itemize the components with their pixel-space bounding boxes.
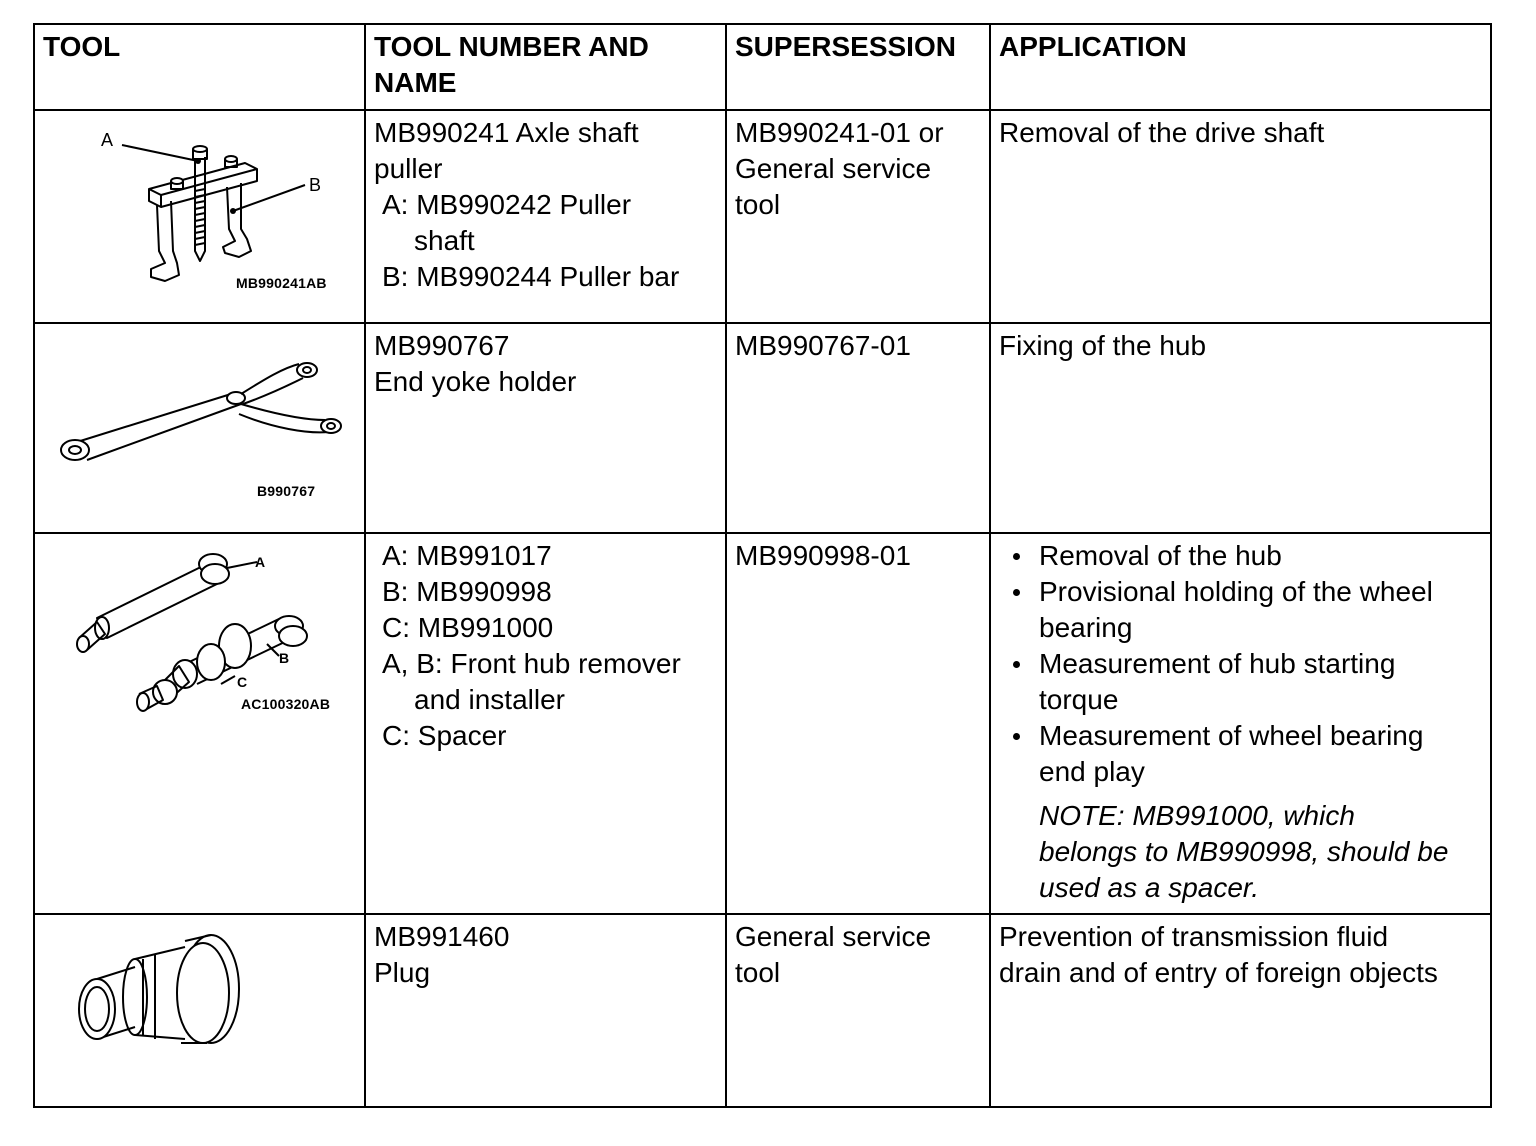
- name-line: puller: [374, 153, 443, 184]
- tool-number-name-cell: [365, 914, 726, 1107]
- supersession-line: General service: [735, 153, 932, 184]
- tool-code-label: AC100320AB: [241, 696, 331, 712]
- name-line: C: Spacer: [382, 720, 507, 751]
- header-tool-number-and-name: [365, 24, 726, 110]
- header-tool: TOOL: [34, 24, 365, 110]
- tool-image-cell: [34, 323, 365, 533]
- part-label-b: B: [309, 175, 322, 195]
- part-label-c: C: [237, 674, 248, 690]
- header-application: APPLICATION: [990, 24, 1491, 110]
- name-line: MB990767: [374, 330, 510, 361]
- part-label-a: A: [101, 130, 114, 150]
- special-tools-table: [33, 23, 1492, 1108]
- supersession-line: tool: [735, 957, 781, 988]
- tool-number-name-cell: [365, 533, 726, 914]
- application-bullet: Provisional holding of the wheel: [999, 574, 1482, 610]
- supersession-line: MB990767-01: [735, 330, 911, 361]
- application-note: [999, 798, 1482, 906]
- supersession-cell: [726, 533, 990, 914]
- application-bullet: Measurement of wheel bearing: [999, 718, 1482, 754]
- tool-number-name-cell: [365, 323, 726, 533]
- supersession-line: General service: [735, 921, 932, 952]
- end-yoke-holder-icon: [35, 324, 364, 532]
- tool-code-label: B990767: [257, 483, 316, 499]
- supersession-line: MB990998-01: [735, 540, 911, 571]
- note-line: belongs to MB990998, should be: [1039, 836, 1449, 867]
- supersession-line: MB990241-01 or: [735, 117, 944, 148]
- header-supersession: SUPERSESSION: [726, 24, 990, 110]
- application-bullet: Removal of the hub: [999, 538, 1482, 574]
- name-line: B: MB990244 Puller bar: [382, 261, 680, 292]
- front-hub-remover-installer-icon: [35, 534, 364, 913]
- application-bullet-continued: bearing: [1039, 612, 1133, 643]
- part-label-a: A: [255, 554, 266, 570]
- plug-icon: [35, 915, 364, 1106]
- application-bullet: Measurement of hub starting: [999, 646, 1482, 682]
- tool-number-name-cell: [365, 110, 726, 323]
- name-line: A, B: Front hub remover: [382, 648, 681, 679]
- application-line: Prevention of transmission fluid: [999, 921, 1389, 952]
- name-line: and installer: [414, 684, 565, 715]
- table-row: [34, 110, 1491, 323]
- supersession-line: tool: [735, 189, 781, 220]
- name-line: MB990241 Axle shaft: [374, 117, 639, 148]
- note-line: used as a spacer.: [1039, 872, 1259, 903]
- application-bullet-continued: torque: [1039, 684, 1119, 715]
- tool-code-label: MB990241AB: [236, 275, 327, 291]
- name-line: Plug: [374, 957, 431, 988]
- header-line: NAME: [374, 67, 457, 98]
- name-line: C: MB991000: [382, 612, 554, 643]
- supersession-cell: [726, 110, 990, 323]
- name-line: B: MB990998: [382, 576, 552, 607]
- tool-image-cell: [34, 533, 365, 914]
- header-row: [34, 24, 1491, 110]
- supersession-cell: [726, 323, 990, 533]
- application-cell: [990, 110, 1491, 323]
- application-bullet-continued: end play: [1039, 756, 1145, 787]
- name-line: shaft: [414, 225, 475, 256]
- name-line: MB991460: [374, 921, 510, 952]
- application-cell: [990, 914, 1491, 1107]
- name-line: A: MB990242 Puller: [382, 189, 632, 220]
- supersession-cell: [726, 914, 990, 1107]
- name-line: End yoke holder: [374, 366, 577, 397]
- application-cell: [990, 323, 1491, 533]
- tool-image-cell: [34, 914, 365, 1107]
- note-line: NOTE: MB991000, which: [1039, 800, 1355, 831]
- application-line: Removal of the drive shaft: [999, 117, 1325, 148]
- header-line: TOOL NUMBER AND: [374, 31, 649, 62]
- table-row: [34, 914, 1491, 1107]
- table-row: [34, 533, 1491, 914]
- application-line: drain and of entry of foreign objects: [999, 957, 1438, 988]
- application-line: Fixing of the hub: [999, 330, 1207, 361]
- name-line: A: MB991017: [382, 540, 552, 571]
- tool-image-cell: [34, 110, 365, 323]
- part-label-b: B: [279, 650, 290, 666]
- application-cell: [990, 533, 1491, 914]
- table-row: [34, 323, 1491, 533]
